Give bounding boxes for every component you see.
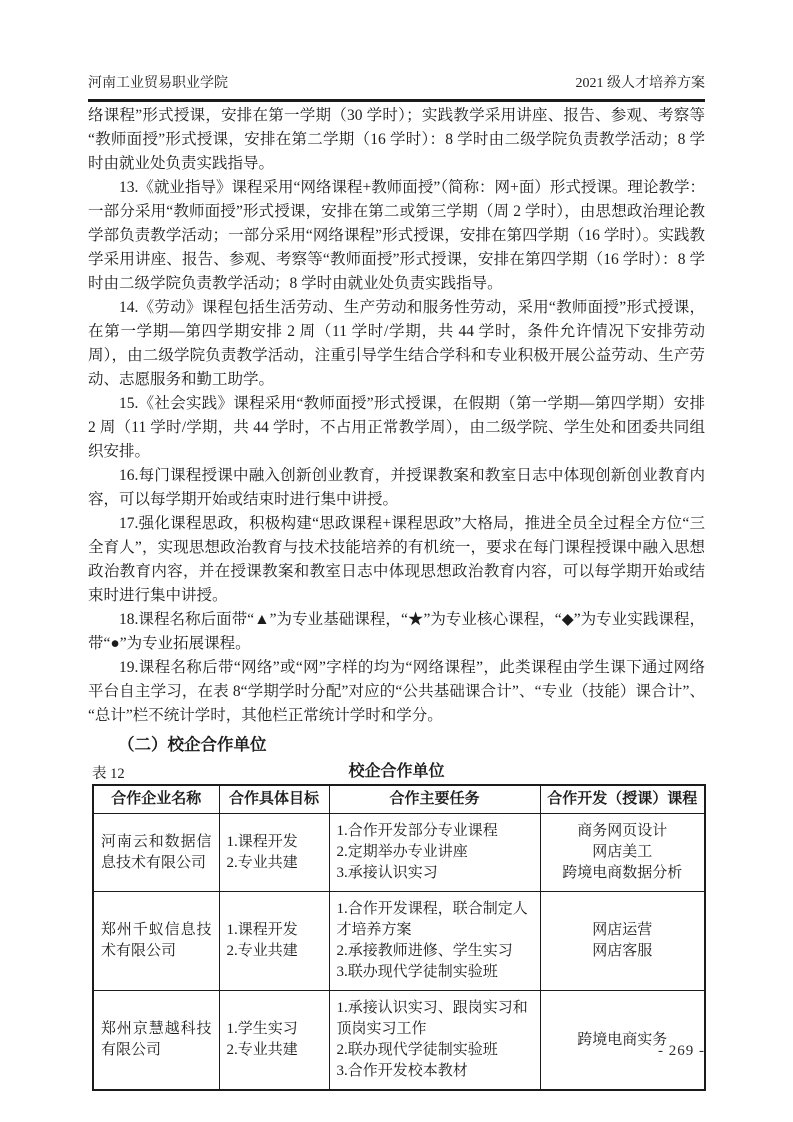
goal-item: 2.专业共建 [226,1042,298,1058]
body-paragraph-14: 14.《劳动》课程包括生活劳动、生产劳动和服务性劳动，采用“教师面授”形式授课，在第一学期—第四学期安排 2 周（11 学时/学期，共 44 学时，条件允许情况下安排劳动周），由二级学院负责教学活动，注重引导学生结合学科和专业积极开展公益劳动、生产劳动、志愿服务和勤工助学。 [88,299,705,388]
cooperation-table [92,784,706,1091]
task-item: 1.承接认识实习、跟岗实习和顶岗实习工作 [336,1000,528,1037]
course-item: 商务网页设计 [577,823,668,839]
goal-item: 1.课程开发 [226,922,298,938]
column-header-courses: 合作开发（授课）课程 [540,785,705,814]
task-item: 3.合作开发校本教材 [336,1063,468,1079]
column-header-tasks: 合作主要任务 [329,785,540,814]
course-item: 跨境电商实务 [577,1031,668,1048]
table-title: 校企合作单位 [348,763,445,780]
goal-item: 1.学生实习 [226,1021,298,1037]
goals-cell [219,991,329,1091]
company-cell: 郑州千蚁信息技术有限公司 [93,892,219,991]
task-item: 3.承接认识实习 [336,865,438,881]
course-item: 网店客服 [592,943,653,959]
body-paragraph-18: 18.课程名称后面带“▲”为专业基础课程，“★”为专业核心课程，“◆”为专业实践课程，带“●”为专业拓展课程。 [88,611,705,652]
tasks-cell [329,814,540,892]
column-header-company: 合作企业名称 [93,785,219,814]
section-heading: （二）校企合作单位 [118,736,267,754]
goal-item: 1.课程开发 [226,833,298,850]
body-paragraph-continuation: 络课程”形式授课，安排在第一学期（30 学时）；实践教学采用讲座、报告、参观、考察等“教师面授”形式授课，安排在第二学期（16 学时）：8 学时由二级学院负责教学活动；8 学时由就业处负责实践指导。 [88,107,705,172]
page-content [88,104,705,1091]
table-label: 表 12 [92,766,125,782]
goals-cell [219,892,329,991]
table-row [93,814,705,892]
goal-item: 2.专业共建 [226,943,298,959]
task-item: 1.合作开发课程，联合制定人才培养方案 [336,901,528,938]
task-item: 2.联办现代学徒制实验班 [336,1042,498,1058]
courses-cell [540,991,705,1091]
body-paragraph-19: 19.课程名称后带“网络”或“网”字样的均为“网络课程”，此类课程由学生课下通过网络平台自主学习，在表 8“学期学时分配”对应的“公共基础课合计”、“专业（技能）课合计”、“总计”栏不统计学时，其他栏正常统计学时和学分。 [88,659,705,724]
task-item: 2.承接教师进修、学生实习 [336,943,513,959]
course-item: 网店美工 [592,844,653,860]
goal-item: 2.专业共建 [226,854,298,871]
body-paragraph-15: 15.《社会实践》课程采用“教师面授”形式授课，在假期（第一学期—第四学期）安排 2 周（11 学时/学期，共 44 学时，不占用正常教学周），由二级学院、学生处和团委共同组织安排。 [88,395,705,460]
body-paragraph-17: 17.强化课程思政，积极构建“思政课程+课程思政”大格局，推进全员全过程全方位“三全育人”，实现思想政治教育与技术技能培养的有机统一，要求在每门课程授课中融入思想政治教育内容，并在授课教案和教室日志中体现思想政治教育内容，可以每学期开始或结束时进行集中讲授。 [88,515,705,604]
table-caption [88,760,705,784]
header-college-name: 河南工业贸易职业学院 [88,76,228,91]
tasks-cell [329,892,540,991]
task-item: 3.联办现代学徒制实验班 [336,964,498,980]
course-item: 跨境电商数据分析 [562,865,683,881]
body-paragraph-13: 13.《就业指导》课程采用“网络课程+教师面授”（简称：网+面）形式授课。理论教学：一部分采用“教师面授”形式授课，安排在第二或第三学期（周 2 学时），由思想政治理论教学部负责教学活动；一部分采用“网络课程”形式授课，安排在第四学期（16 学时）。实践教学采用讲座、报告、参观、考察等“教师面授”形式授课，安排在第四学期（16 学时）：8 学时由二级学院负责教学活动；8 学时由就业处负责实践指导。 [88,179,705,292]
column-header-goals: 合作具体目标 [219,785,329,814]
task-item: 1.合作开发部分专业课程 [336,823,498,839]
page-header [88,72,705,102]
company-cell: 河南云和数据信息技术有限公司 [93,814,219,892]
task-item: 2.定期举办专业讲座 [336,844,468,860]
courses-cell [540,892,705,991]
course-item: 网店运营 [592,922,653,938]
page-number: - 269 - [658,1043,705,1059]
company-cell: 郑州京慧越科技有限公司 [93,991,219,1091]
goals-cell [219,814,329,892]
table-row [93,991,705,1091]
header-program-title: 2021 级人才培养方案 [575,76,705,91]
table-header-row [93,785,705,814]
body-paragraph-16: 16.每门课程授课中融入创新创业教育，并授课教案和教室日志中体现创新创业教育内容，可以每学期开始或结束时进行集中讲授。 [88,467,705,508]
courses-cell [540,814,705,892]
tasks-cell [329,991,540,1091]
table-row [93,892,705,991]
